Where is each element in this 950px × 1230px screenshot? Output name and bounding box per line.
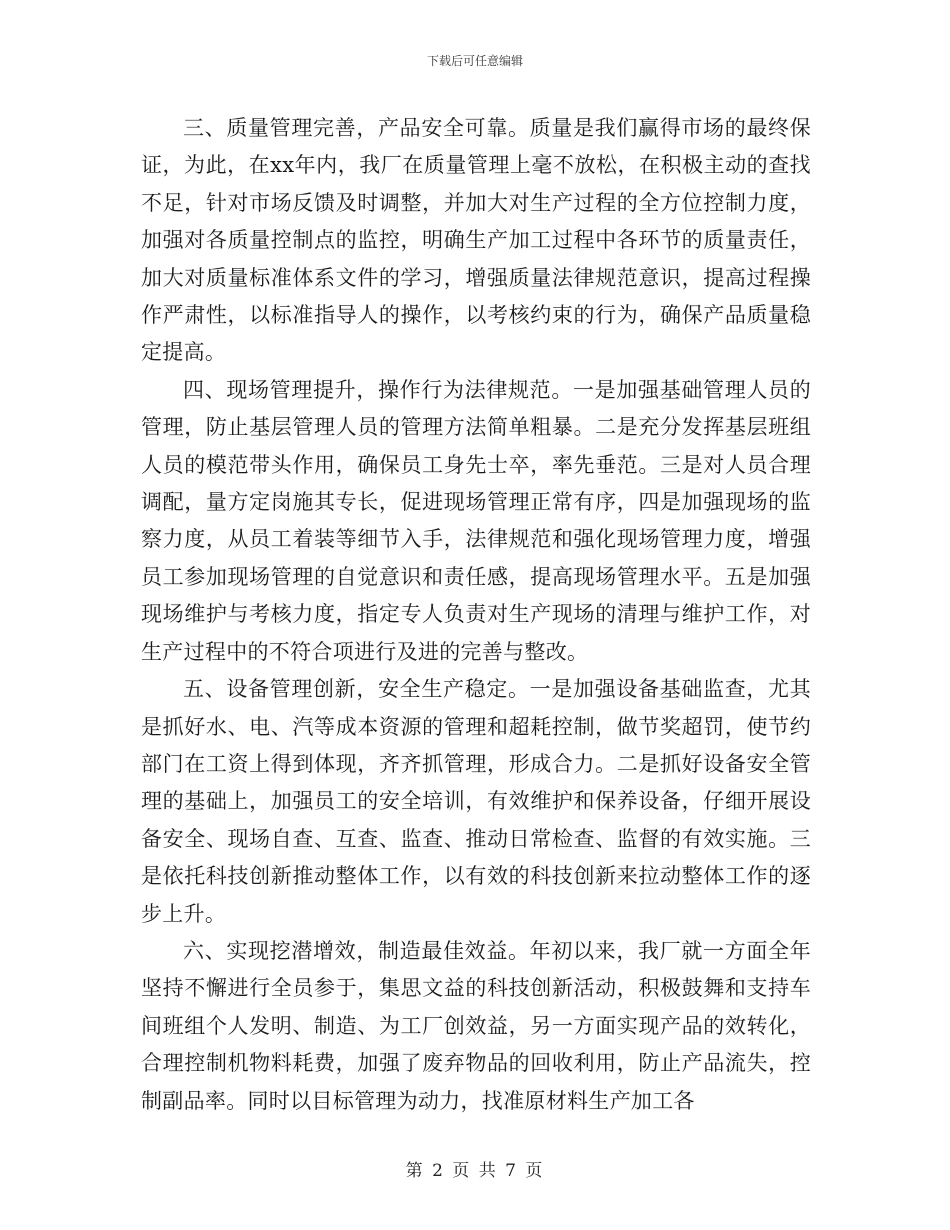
paragraph-efficiency: 六、实现挖潜增效，制造最佳效益。年初以来，我厂就一方面全年坚持不懈进行全员参于，集思文益的科技创新活动，积极鼓舞和支持车间班组个人发明、制造、为工厂创效益，另一方面实现产品的效转化，合理控制机物料耗费，加强了废弃物品的回收利用，防止产品流失，控制副品率。同时以目标管理为动力，找准原材料生产加工各 [141,938,811,1113]
document-body [141,110,811,1120]
page-header: 下载后可任意编辑 [426,54,523,68]
paragraph-site-management: 四、现场管理提升，操作行为法律规范。一是加强基础管理人员的管理，防止基层管理人员的管理方法简单粗暴。二是充分发挥基层班组人员的模范带头作用，确保员工身先士卒，率先垂范。三是对人员合理调配，量方定岗施其专长，促进现场管理正常有序，四是加强现场的监察力度，从员工着装等细节入手，法律规范和强化现场管理力度，增强员工参加现场管理的自觉意识和责任感，提高现场管理水平。五是加强现场维护与考核力度，指定专人负责对生产现场的清理与维护工作，对生产过程中的不符合项进行及进的完善与整改。 [141,377,811,664]
paragraph-quality-management: 三、质量管理完善，产品安全可靠。质量是我们赢得市场的最终保证，为此，在xx年内，我厂在质量管理上毫不放松，在积极主动的查找不足，针对市场反馈及时调整，并加大对生产过程的全方位控制力度，加强对各质量控制点的监控，明确生产加工过程中各环节的质量责任，加大对质量标准体系文件的学习，增强质量法律规范意识，提高过程操作严肃性，以标准指导人的操作，以考核约束的行为，确保产品质量稳定提高。 [141,116,811,365]
paragraph-equipment-management: 五、设备管理创新，安全生产稳定。一是加强设备基础监查，尤其是抓好水、电、汽等成本资源的管理和超耗控制，做节奖超罚，使节约部门在工资上得到体现，齐齐抓管理，形成合力。二是抓好设备安全管理的基础上，加强员工的安全培训，有效维护和保养设备，仔细开展设备安全、现场自查、互查、监查、推动日常检查、监督的有效实施。三是依托科技创新推动整体工作，以有效的科技创新来拉动整体工作的逐步上升。 [141,677,811,926]
page-footer: 第 2 页 共 7 页 [405,1161,545,1181]
